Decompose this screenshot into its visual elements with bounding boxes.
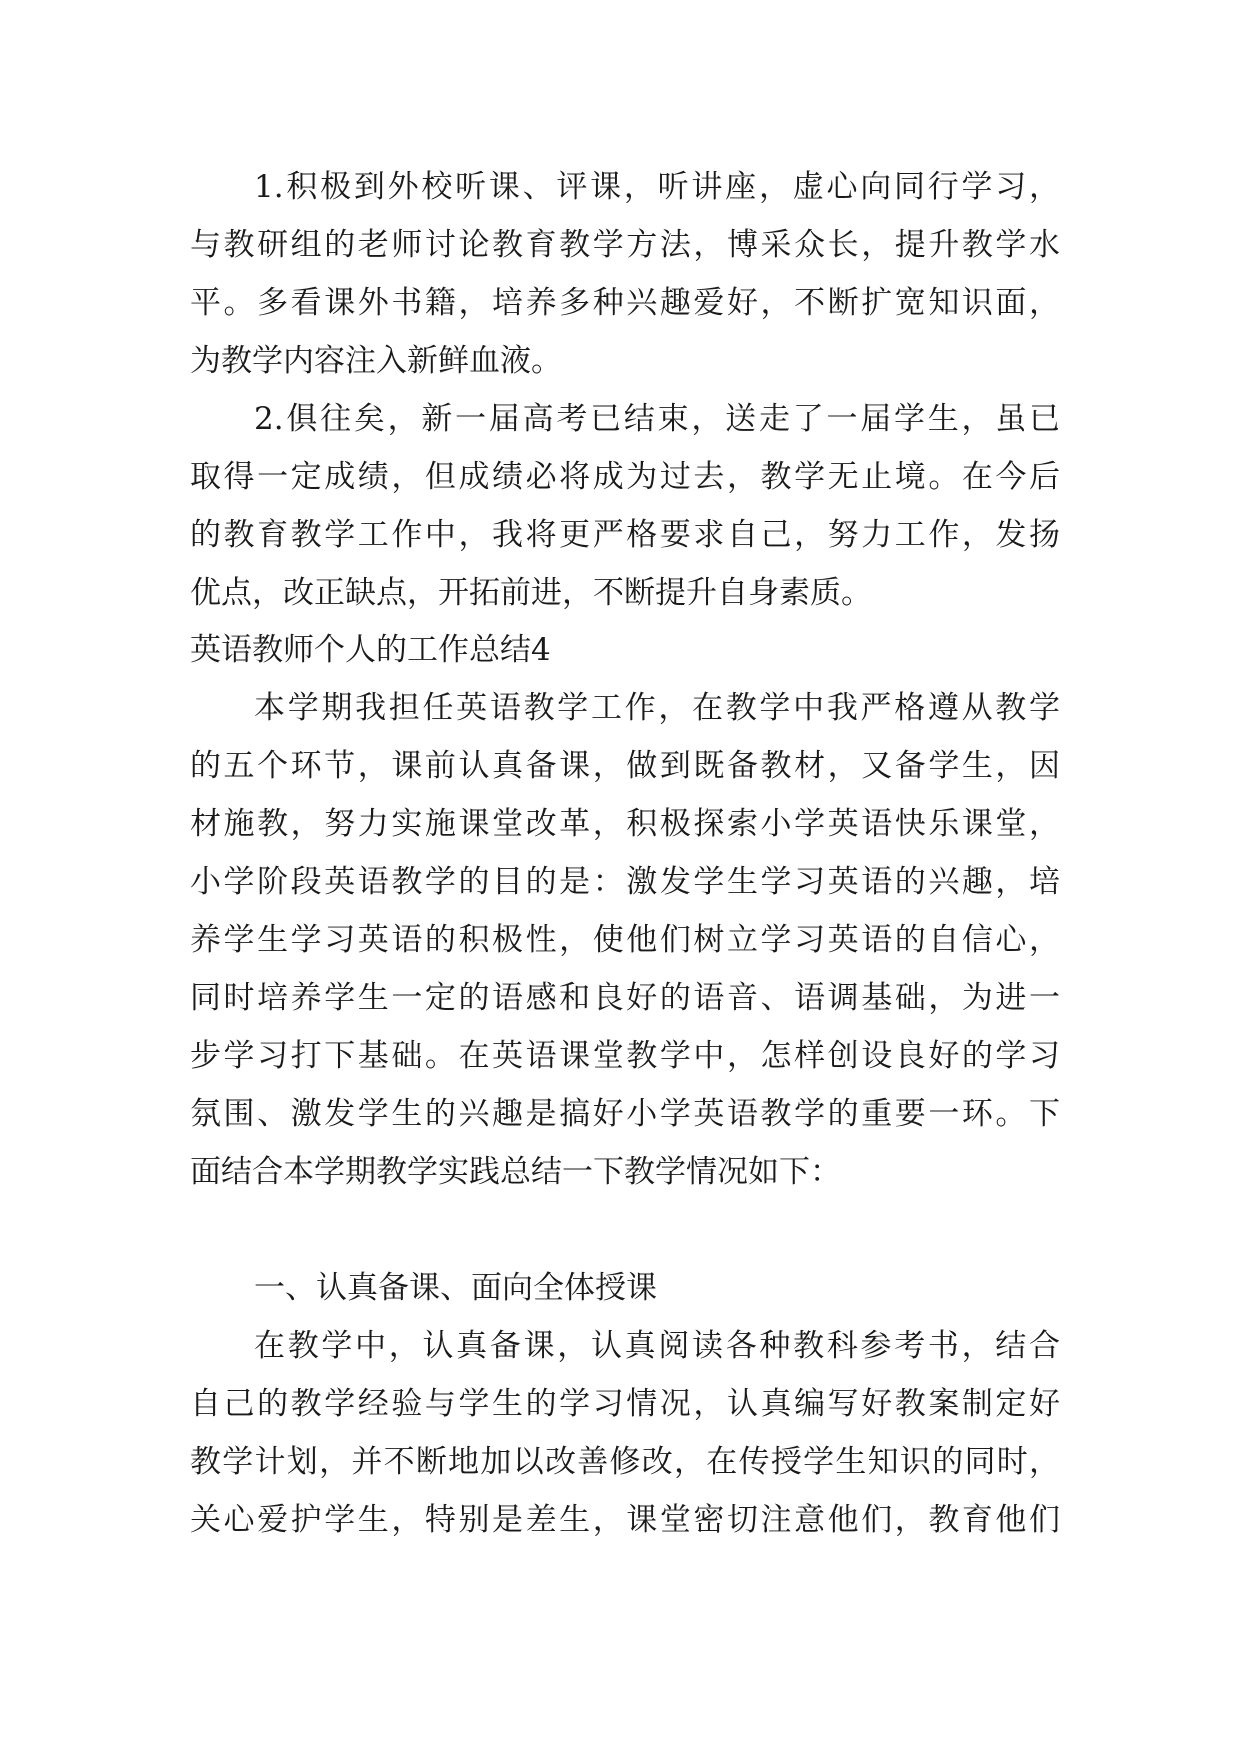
paragraph-line: 与教研组的老师讨论教育教学方法，博采众长，提升教学水 — [190, 227, 1060, 263]
paragraph-line: 自己的教学经验与学生的学习情况，认真编写好教案制定好 — [190, 1386, 1060, 1422]
paragraph-line: 材施教，努力实施课堂改革，积极探索小学英语快乐课堂， — [190, 806, 1060, 842]
paragraph-line: 面结合本学期教学实践总结一下教学情况如下： — [190, 1154, 841, 1190]
paragraph-line: 的教育教学工作中，我将更严格要求自己，努力工作，发扬 — [190, 517, 1060, 553]
paragraph-line: 为教学内容注入新鲜血液。 — [190, 343, 562, 379]
paragraph-line: 取得一定成绩，但成绩必将成为过去，教学无止境。在今后 — [190, 459, 1060, 495]
paragraph-line: 教学计划，并不断地加以改善修改，在传授学生知识的同时， — [190, 1444, 1060, 1480]
paragraph-line: 优点，改正缺点，开拓前进，不断提升自身素质。 — [190, 575, 872, 611]
subsection-heading: 一、认真备课、面向全体授课 — [254, 1270, 657, 1306]
paragraph-line: 养学生学习英语的积极性，使他们树立学习英语的自信心， — [190, 922, 1060, 958]
paragraph-line: 的五个环节，课前认真备课，做到既备教材，又备学生，因 — [190, 748, 1060, 784]
paragraph-line: 平。多看课外书籍，培养多种兴趣爱好，不断扩宽知识面， — [190, 285, 1060, 321]
paragraph-line: 同时培养学生一定的语感和良好的语音、语调基础，为进一 — [190, 980, 1060, 1016]
section-heading: 英语教师个人的工作总结4 — [190, 632, 551, 668]
paragraph-line: 步学习打下基础。在英语课堂教学中，怎样创设良好的学习 — [190, 1038, 1060, 1074]
paragraph-line: 本学期我担任英语教学工作，在教学中我严格遵从教学 — [254, 690, 1060, 726]
paragraph-line: 1.积极到外校听课、评课，听讲座，虚心向同行学习， — [254, 169, 1060, 205]
paragraph-line: 2.俱往矣，新一届高考已结束，送走了一届学生，虽已 — [254, 401, 1060, 437]
paragraph-line: 氛围、激发学生的兴趣是搞好小学英语教学的重要一环。下 — [190, 1096, 1060, 1132]
paragraph-line: 在教学中，认真备课，认真阅读各种教科参考书，结合 — [254, 1328, 1060, 1364]
paragraph-line: 小学阶段英语教学的目的是：激发学生学习英语的兴趣，培 — [190, 864, 1060, 900]
paragraph-line: 关心爱护学生，特别是差生，课堂密切注意他们，教育他们 — [190, 1502, 1060, 1538]
